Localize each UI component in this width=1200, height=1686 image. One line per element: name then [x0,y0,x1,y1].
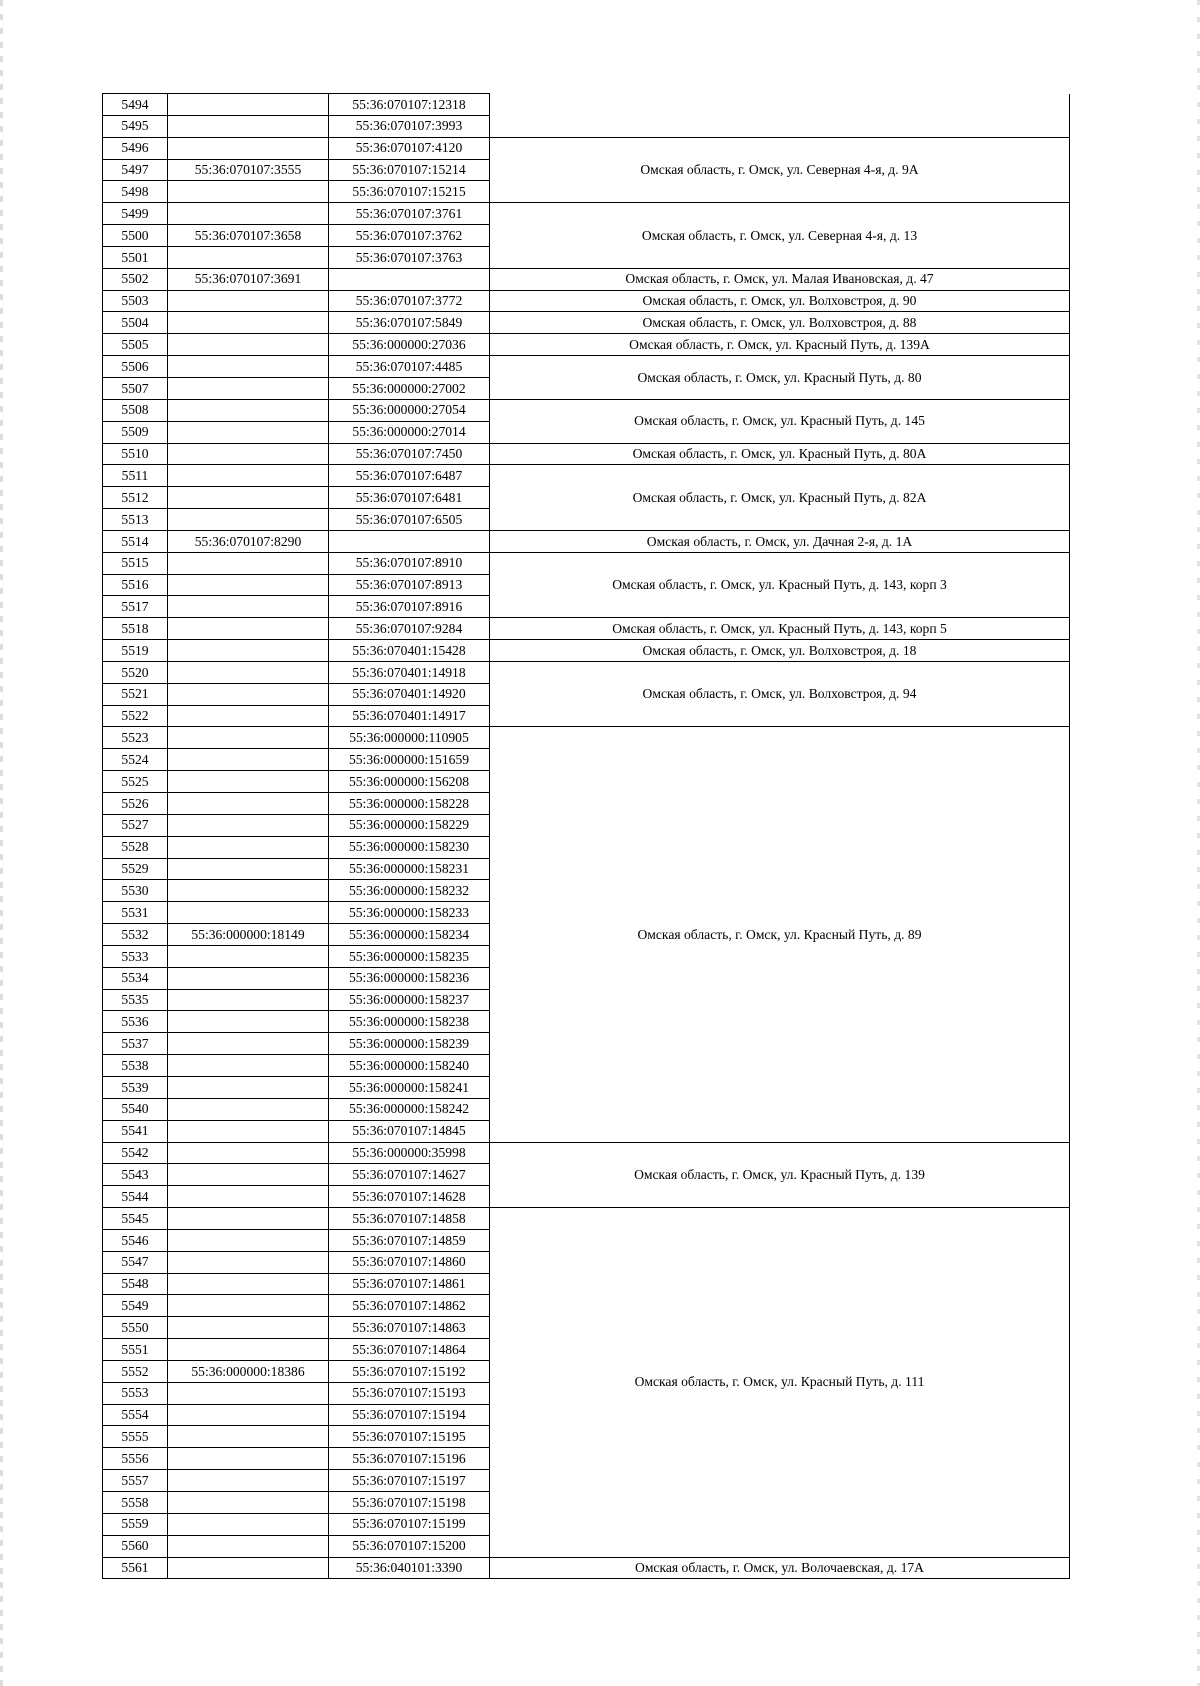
row-number-cell: 5548 [103,1273,168,1295]
row-number-cell: 5557 [103,1470,168,1492]
address-cell: Омская область, г. Омск, ул. Дачная 2-я, д. 1А [490,530,1070,552]
cadastral-number-cell: 55:36:000000:151659 [329,749,490,771]
cadastral-number-cell: 55:36:000000:27014 [329,421,490,443]
cadastral-number-cell: 55:36:070107:9284 [329,618,490,640]
parent-cadastral-number-cell [168,1317,329,1339]
address-cell: Омская область, г. Омск, ул. Красный Путь, д. 143, корп 5 [490,618,1070,640]
parent-cadastral-number-cell [168,1208,329,1230]
registry-body [103,94,1070,1579]
cadastral-number-cell: 55:36:070107:12318 [329,94,490,116]
row-number-cell: 5501 [103,246,168,268]
row-number-cell: 5507 [103,377,168,399]
address-cell: Омская область, г. Омск, ул. Красный Путь, д. 145 [490,399,1070,443]
parent-cadastral-number-cell: 55:36:000000:18386 [168,1360,329,1382]
parent-cadastral-number-cell [168,683,329,705]
address-cell: Омская область, г. Омск, ул. Волховстроя, д. 18 [490,640,1070,662]
parent-cadastral-number-cell [168,1164,329,1186]
cadastral-number-cell: 55:36:000000:110905 [329,727,490,749]
address-cell: Омская область, г. Омск, ул. Красный Путь, д. 80 [490,356,1070,400]
cadastral-number-cell: 55:36:070107:15195 [329,1426,490,1448]
address-cell: Омская область, г. Омск, ул. Волховстроя, д. 94 [490,661,1070,727]
row-number-cell: 5505 [103,334,168,356]
address-cell: Омская область, г. Омск, ул. Красный Путь, д. 111 [490,1208,1070,1558]
parent-cadastral-number-cell [168,771,329,793]
cadastral-registry-table [102,93,1070,1579]
parent-cadastral-number-cell [168,1251,329,1273]
parent-cadastral-number-cell [168,836,329,858]
cadastral-number-cell: 55:36:000000:158235 [329,945,490,967]
cadastral-number-cell: 55:36:070107:14859 [329,1229,490,1251]
row-number-cell: 5523 [103,727,168,749]
cadastral-number-cell: 55:36:070107:3772 [329,290,490,312]
parent-cadastral-number-cell [168,858,329,880]
row-number-cell: 5549 [103,1295,168,1317]
parent-cadastral-number-cell [168,1033,329,1055]
parent-cadastral-number-cell [168,1404,329,1426]
parent-cadastral-number-cell [168,94,329,116]
row-number-cell: 5504 [103,312,168,334]
parent-cadastral-number-cell [168,399,329,421]
cadastral-number-cell: 55:36:000000:158236 [329,967,490,989]
cadastral-number-cell: 55:36:070107:3763 [329,246,490,268]
parent-cadastral-number-cell [168,1513,329,1535]
cadastral-number-cell [329,530,490,552]
row-number-cell: 5545 [103,1208,168,1230]
row-number-cell: 5521 [103,683,168,705]
row-number-cell: 5550 [103,1317,168,1339]
cadastral-number-cell: 55:36:000000:158239 [329,1033,490,1055]
parent-cadastral-number-cell [168,902,329,924]
parent-cadastral-number-cell [168,181,329,203]
address-cell: Омская область, г. Омск, ул. Северная 4-я, д. 13 [490,203,1070,269]
row-number-cell: 5513 [103,509,168,531]
parent-cadastral-number-cell [168,290,329,312]
row-number-cell: 5527 [103,814,168,836]
parent-cadastral-number-cell [168,137,329,159]
cadastral-number-cell [329,268,490,290]
row-number-cell: 5512 [103,487,168,509]
cadastral-number-cell: 55:36:070107:15200 [329,1535,490,1557]
parent-cadastral-number-cell [168,640,329,662]
parent-cadastral-number-cell [168,356,329,378]
cadastral-number-cell: 55:36:000000:158242 [329,1098,490,1120]
parent-cadastral-number-cell: 55:36:070107:8290 [168,530,329,552]
parent-cadastral-number-cell [168,312,329,334]
row-number-cell: 5497 [103,159,168,181]
cadastral-number-cell: 55:36:070107:14627 [329,1164,490,1186]
row-number-cell: 5552 [103,1360,168,1382]
parent-cadastral-number-cell [168,705,329,727]
row-number-cell: 5499 [103,203,168,225]
table-row [103,268,1070,290]
table-row [103,661,1070,683]
cadastral-number-cell: 55:36:000000:158241 [329,1076,490,1098]
row-number-cell: 5519 [103,640,168,662]
cadastral-number-cell: 55:36:000000:156208 [329,771,490,793]
parent-cadastral-number-cell [168,880,329,902]
row-number-cell: 5502 [103,268,168,290]
row-number-cell: 5516 [103,574,168,596]
parent-cadastral-number-cell [168,1426,329,1448]
cadastral-number-cell: 55:36:070107:8913 [329,574,490,596]
cadastral-number-cell: 55:36:000000:158240 [329,1055,490,1077]
table-row [103,1208,1070,1230]
cadastral-number-cell: 55:36:070107:14862 [329,1295,490,1317]
cadastral-number-cell: 55:36:000000:158230 [329,836,490,858]
parent-cadastral-number-cell: 55:36:070107:3658 [168,225,329,247]
row-number-cell: 5554 [103,1404,168,1426]
row-number-cell: 5558 [103,1492,168,1514]
table-row [103,137,1070,159]
cadastral-number-cell: 55:36:000000:158234 [329,924,490,946]
row-number-cell: 5544 [103,1186,168,1208]
cadastral-number-cell: 55:36:070107:6487 [329,465,490,487]
parent-cadastral-number-cell [168,1076,329,1098]
table-row [103,94,1070,116]
parent-cadastral-number-cell [168,421,329,443]
parent-cadastral-number-cell [168,1448,329,1470]
table-row [103,727,1070,749]
parent-cadastral-number-cell [168,509,329,531]
parent-cadastral-number-cell [168,1229,329,1251]
table-row [103,203,1070,225]
row-number-cell: 5536 [103,1011,168,1033]
table-row [103,356,1070,378]
parent-cadastral-number-cell: 55:36:070107:3691 [168,268,329,290]
cadastral-number-cell: 55:36:070107:15193 [329,1382,490,1404]
cadastral-number-cell: 55:36:070401:14917 [329,705,490,727]
address-cell: Омская область, г. Омск, ул. Волочаевская, д. 17А [490,1557,1070,1579]
parent-cadastral-number-cell [168,1186,329,1208]
parent-cadastral-number-cell [168,443,329,465]
table-row [103,1557,1070,1579]
row-number-cell: 5537 [103,1033,168,1055]
parent-cadastral-number-cell [168,945,329,967]
parent-cadastral-number-cell [168,793,329,815]
cadastral-number-cell: 55:36:000000:158233 [329,902,490,924]
cadastral-number-cell: 55:36:070107:15198 [329,1492,490,1514]
parent-cadastral-number-cell [168,1295,329,1317]
address-cell: Омская область, г. Омск, ул. Красный Путь, д. 80А [490,443,1070,465]
row-number-cell: 5542 [103,1142,168,1164]
parent-cadastral-number-cell [168,487,329,509]
cadastral-number-cell: 55:36:070107:14861 [329,1273,490,1295]
scan-edge-left [0,0,3,1686]
parent-cadastral-number-cell [168,1492,329,1514]
row-number-cell: 5555 [103,1426,168,1448]
cadastral-number-cell: 55:36:040101:3390 [329,1557,490,1579]
cadastral-number-cell: 55:36:070107:4485 [329,356,490,378]
cadastral-number-cell: 55:36:070107:6505 [329,509,490,531]
parent-cadastral-number-cell [168,377,329,399]
address-cell: Омская область, г. Омск, ул. Волховстроя, д. 90 [490,290,1070,312]
parent-cadastral-number-cell [168,246,329,268]
row-number-cell: 5543 [103,1164,168,1186]
cadastral-number-cell: 55:36:070107:4120 [329,137,490,159]
row-number-cell: 5494 [103,94,168,116]
cadastral-number-cell: 55:36:070107:3761 [329,203,490,225]
parent-cadastral-number-cell [168,1557,329,1579]
cadastral-number-cell: 55:36:070107:14864 [329,1339,490,1361]
row-number-cell: 5556 [103,1448,168,1470]
cadastral-number-cell: 55:36:000000:35998 [329,1142,490,1164]
cadastral-number-cell: 55:36:070107:15215 [329,181,490,203]
row-number-cell: 5535 [103,989,168,1011]
address-cell: Омская область, г. Омск, ул. Красный Путь, д. 143, корп 3 [490,552,1070,618]
row-number-cell: 5514 [103,530,168,552]
parent-cadastral-number-cell [168,465,329,487]
row-number-cell: 5547 [103,1251,168,1273]
row-number-cell: 5511 [103,465,168,487]
row-number-cell: 5500 [103,225,168,247]
address-cell: Омская область, г. Омск, ул. Красный Путь, д. 89 [490,727,1070,1142]
table-row [103,290,1070,312]
cadastral-number-cell: 55:36:000000:27002 [329,377,490,399]
parent-cadastral-number-cell [168,1535,329,1557]
row-number-cell: 5524 [103,749,168,771]
row-number-cell: 5551 [103,1339,168,1361]
table-row [103,465,1070,487]
cadastral-number-cell: 55:36:070401:14920 [329,683,490,705]
row-number-cell: 5541 [103,1120,168,1142]
parent-cadastral-number-cell [168,749,329,771]
row-number-cell: 5525 [103,771,168,793]
row-number-cell: 5506 [103,356,168,378]
cadastral-number-cell: 55:36:070107:14845 [329,1120,490,1142]
row-number-cell: 5528 [103,836,168,858]
cadastral-number-cell: 55:36:070107:15192 [329,1360,490,1382]
parent-cadastral-number-cell: 55:36:000000:18149 [168,924,329,946]
address-cell: Омская область, г. Омск, ул. Красный Путь, д. 139 [490,1142,1070,1208]
row-number-cell: 5539 [103,1076,168,1098]
cadastral-number-cell: 55:36:070107:8916 [329,596,490,618]
row-number-cell: 5559 [103,1513,168,1535]
row-number-cell: 5503 [103,290,168,312]
parent-cadastral-number-cell [168,1011,329,1033]
parent-cadastral-number-cell [168,1142,329,1164]
row-number-cell: 5553 [103,1382,168,1404]
row-number-cell: 5561 [103,1557,168,1579]
parent-cadastral-number-cell [168,552,329,574]
parent-cadastral-number-cell [168,967,329,989]
cadastral-number-cell: 55:36:000000:27036 [329,334,490,356]
row-number-cell: 5538 [103,1055,168,1077]
row-number-cell: 5518 [103,618,168,640]
row-number-cell: 5534 [103,967,168,989]
row-number-cell: 5509 [103,421,168,443]
parent-cadastral-number-cell [168,1120,329,1142]
cadastral-number-cell: 55:36:070107:15196 [329,1448,490,1470]
row-number-cell: 5510 [103,443,168,465]
cadastral-number-cell: 55:36:070107:8910 [329,552,490,574]
row-number-cell: 5533 [103,945,168,967]
address-cell: Омская область, г. Омск, ул. Красный Путь, д. 82А [490,465,1070,531]
row-number-cell: 5522 [103,705,168,727]
row-number-cell: 5526 [103,793,168,815]
cadastral-number-cell: 55:36:070107:14863 [329,1317,490,1339]
cadastral-number-cell: 55:36:000000:158238 [329,1011,490,1033]
cadastral-number-cell: 55:36:070107:3762 [329,225,490,247]
row-number-cell: 5529 [103,858,168,880]
cadastral-number-cell: 55:36:000000:158229 [329,814,490,836]
cadastral-number-cell: 55:36:070107:7450 [329,443,490,465]
cadastral-number-cell: 55:36:070107:15194 [329,1404,490,1426]
parent-cadastral-number-cell [168,115,329,137]
parent-cadastral-number-cell [168,989,329,1011]
row-number-cell: 5540 [103,1098,168,1120]
parent-cadastral-number-cell [168,727,329,749]
table-row [103,312,1070,334]
row-number-cell: 5496 [103,137,168,159]
cadastral-number-cell: 55:36:000000:158237 [329,989,490,1011]
cadastral-number-cell: 55:36:070107:3993 [329,115,490,137]
row-number-cell: 5517 [103,596,168,618]
table-row [103,530,1070,552]
parent-cadastral-number-cell [168,1055,329,1077]
cadastral-number-cell: 55:36:070107:6481 [329,487,490,509]
parent-cadastral-number-cell [168,1382,329,1404]
address-cell: Омская область, г. Омск, ул. Северная 4-я, д. 9А [490,137,1070,203]
parent-cadastral-number-cell [168,203,329,225]
cadastral-number-cell: 55:36:070107:14860 [329,1251,490,1273]
cadastral-number-cell: 55:36:070107:15199 [329,1513,490,1535]
cadastral-number-cell: 55:36:070107:15214 [329,159,490,181]
address-cell [490,94,1070,138]
row-number-cell: 5560 [103,1535,168,1557]
parent-cadastral-number-cell [168,574,329,596]
cadastral-number-cell: 55:36:070107:14628 [329,1186,490,1208]
cadastral-number-cell: 55:36:000000:27054 [329,399,490,421]
cadastral-number-cell: 55:36:070401:14918 [329,661,490,683]
cadastral-number-cell: 55:36:070401:15428 [329,640,490,662]
row-number-cell: 5515 [103,552,168,574]
table-row [103,334,1070,356]
cadastral-number-cell: 55:36:070107:14858 [329,1208,490,1230]
parent-cadastral-number-cell [168,1339,329,1361]
parent-cadastral-number-cell [168,334,329,356]
table-row [103,1142,1070,1164]
parent-cadastral-number-cell [168,618,329,640]
cadastral-number-cell: 55:36:070107:15197 [329,1470,490,1492]
row-number-cell: 5530 [103,880,168,902]
table-row [103,399,1070,421]
address-cell: Омская область, г. Омск, ул. Малая Ивановская, д. 47 [490,268,1070,290]
row-number-cell: 5495 [103,115,168,137]
parent-cadastral-number-cell [168,1470,329,1492]
parent-cadastral-number-cell: 55:36:070107:3555 [168,159,329,181]
row-number-cell: 5520 [103,661,168,683]
address-cell: Омская область, г. Омск, ул. Красный Путь, д. 139А [490,334,1070,356]
parent-cadastral-number-cell [168,814,329,836]
cadastral-number-cell: 55:36:000000:158231 [329,858,490,880]
table-row [103,618,1070,640]
row-number-cell: 5508 [103,399,168,421]
parent-cadastral-number-cell [168,1273,329,1295]
cadastral-number-cell: 55:36:000000:158232 [329,880,490,902]
row-number-cell: 5532 [103,924,168,946]
row-number-cell: 5498 [103,181,168,203]
address-cell: Омская область, г. Омск, ул. Волховстроя, д. 88 [490,312,1070,334]
row-number-cell: 5531 [103,902,168,924]
table-row [103,443,1070,465]
parent-cadastral-number-cell [168,596,329,618]
cadastral-number-cell: 55:36:070107:5849 [329,312,490,334]
parent-cadastral-number-cell [168,1098,329,1120]
row-number-cell: 5546 [103,1229,168,1251]
cadastral-number-cell: 55:36:000000:158228 [329,793,490,815]
parent-cadastral-number-cell [168,661,329,683]
table-row [103,640,1070,662]
table-row [103,552,1070,574]
